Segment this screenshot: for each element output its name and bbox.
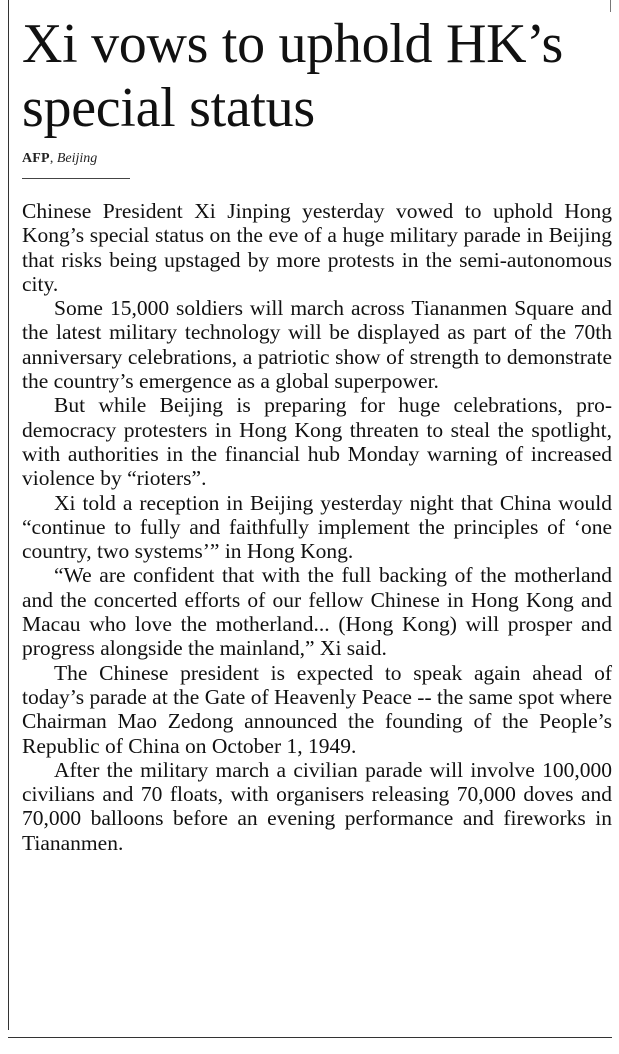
- article-body: [22, 199, 612, 855]
- news-article: [22, 12, 614, 855]
- paragraph-5: “We are confident that with the full backing of the motherland and the concerted efforts of our fellow Chinese in Hong Kong and Macau who love the motherland... (Hong Kong) will prosper and progress alongside the mainland,” Xi said.: [22, 563, 612, 661]
- paragraph-2: Some 15,000 soldiers will march across Tiananmen Square and the latest military technology will be displayed as part of the 70th anniversary celebrations, a patriotic show of strength to demonstrate the country’s emergence as a global superpower.: [22, 296, 612, 394]
- byline-separator: ,: [49, 151, 57, 166]
- left-column-rule: [8, 0, 9, 1030]
- paragraph-3: But while Beijing is preparing for huge celebrations, pro-democracy protesters in Hong Kong threaten to steal the spotlight, with authorities in the financial hub Monday warning of increased violence by “rioters”.: [22, 393, 612, 491]
- paragraph-4: Xi told a reception in Beijing yesterday night that China would “continue to fully and faithfully implement the principles of ‘one country, two systems’” in Hong Kong.: [22, 490, 612, 564]
- paragraph-6: The Chinese president is expected to speak again ahead of today’s parade at the Gate of Heavenly Peace -- the same spot where Chairman Mao Zedong announced the founding of the People’s Republic of China on October 1, 1949.: [22, 660, 612, 758]
- byline-divider: [22, 178, 130, 179]
- byline-location: Beijing: [56, 151, 98, 166]
- byline-agency: AFP: [22, 151, 50, 166]
- paragraph-1: Chinese President Xi Jinping yesterday vowed to uphold Hong Kong’s special status on the eve of a huge military parade in Beijing that risks being upstaged by more protests in the semi-autonomous city.: [22, 199, 612, 296]
- right-edge-mark: [610, 0, 611, 12]
- headline: Xi vows to uphold HK’s special status: [22, 13, 563, 139]
- bottom-rule: [8, 1037, 612, 1038]
- byline: [22, 150, 614, 168]
- paragraph-7: After the military march a civilian parade will involve 100,000 civilians and 70 floats, with organisers releasing 70,000 doves and 70,000 balloons before an evening performance and fireworks in Tiananmen.: [22, 757, 612, 855]
